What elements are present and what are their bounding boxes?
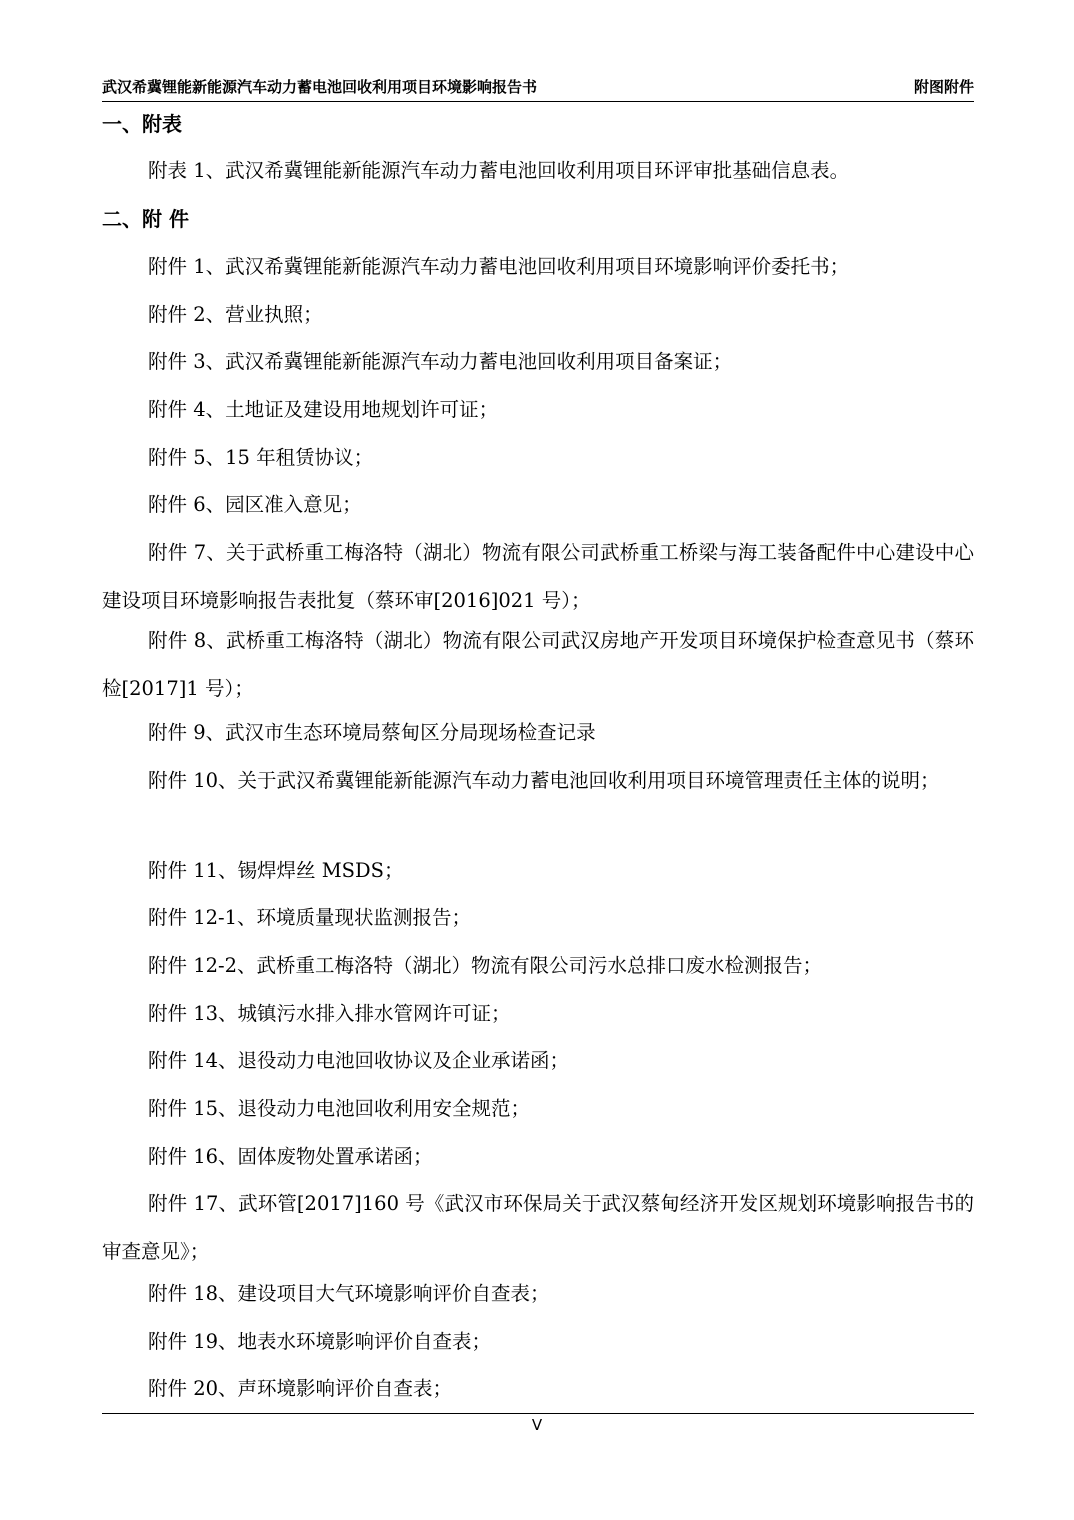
list-item: 附件 13、城镇污水排入排水管网许可证；	[148, 1002, 511, 1025]
list-item: 附件 17、武环管[2017]160 号《武汉市环保局关于武汉蔡甸经济开发区规划环境影响报告书的审查意见》；	[102, 1192, 974, 1263]
section-heading-tables: 一、附表	[102, 112, 182, 136]
list-item: 附件 18、建设项目大气环境影响评价自查表；	[148, 1282, 550, 1305]
list-item: 附件 5、15 年租赁协议；	[148, 446, 374, 469]
list-item: 附件 6、园区准入意见；	[148, 493, 362, 516]
list-item: 附件 10、关于武汉希冀锂能新能源汽车动力蓄电池回收利用项目环境管理责任主体的说明；	[148, 769, 940, 792]
list-item: 附件 4、土地证及建设用地规划许可证；	[148, 398, 499, 421]
list-item: 附件 2、营业执照；	[148, 303, 323, 326]
list-item: 附件 14、退役动力电池回收协议及企业承诺函；	[148, 1049, 570, 1072]
list-item: 附件 1、武汉希冀锂能新能源汽车动力蓄电池回收利用项目环境影响评价委托书；	[148, 255, 850, 278]
page-header	[102, 74, 974, 102]
list-item: 附件 7、关于武桥重工梅洛特（湖北）物流有限公司武桥重工桥梁与海工装备配件中心建设中心建设项目环境影响报告表批复（蔡环审[2016]021 号）；	[102, 541, 974, 612]
document-title: 武汉希冀锂能新能源汽车动力蓄电池回收利用项目环境影响报告书	[102, 78, 538, 96]
footer-divider	[102, 1413, 974, 1414]
page-number: V	[531, 1416, 543, 1434]
list-item: 附件 19、地表水环境影响评价自查表；	[148, 1330, 492, 1353]
list-item: 附件 16、固体废物处置承诺函；	[148, 1145, 433, 1168]
section-label: 附图附件	[913, 78, 974, 96]
section-heading-attachments: 二、附 件	[102, 207, 189, 231]
list-item: 附件 9、武汉市生态环境局蔡甸区分局现场检查记录	[148, 721, 596, 744]
list-item: 附件 12-2、武桥重工梅洛特（湖北）物流有限公司污水总排口废水检测报告；	[148, 954, 823, 977]
list-item: 附件 15、退役动力电池回收利用安全规范；	[148, 1097, 531, 1120]
list-item: 附表 1、武汉希冀锂能新能源汽车动力蓄电池回收利用项目环评审批基础信息表。	[148, 159, 850, 182]
list-item: 附件 11、锡焊焊丝 MSDS；	[148, 859, 404, 882]
list-item: 附件 12-1、环境质量现状监测报告；	[148, 906, 472, 929]
list-item: 附件 8、武桥重工梅洛特（湖北）物流有限公司武汉房地产开发项目环境保护检查意见书（蔡环检[2017]1 号）；	[102, 629, 974, 700]
list-item: 附件 3、武汉希冀锂能新能源汽车动力蓄电池回收利用项目备案证；	[148, 350, 733, 373]
list-item: 附件 20、声环境影响评价自查表；	[148, 1377, 453, 1400]
